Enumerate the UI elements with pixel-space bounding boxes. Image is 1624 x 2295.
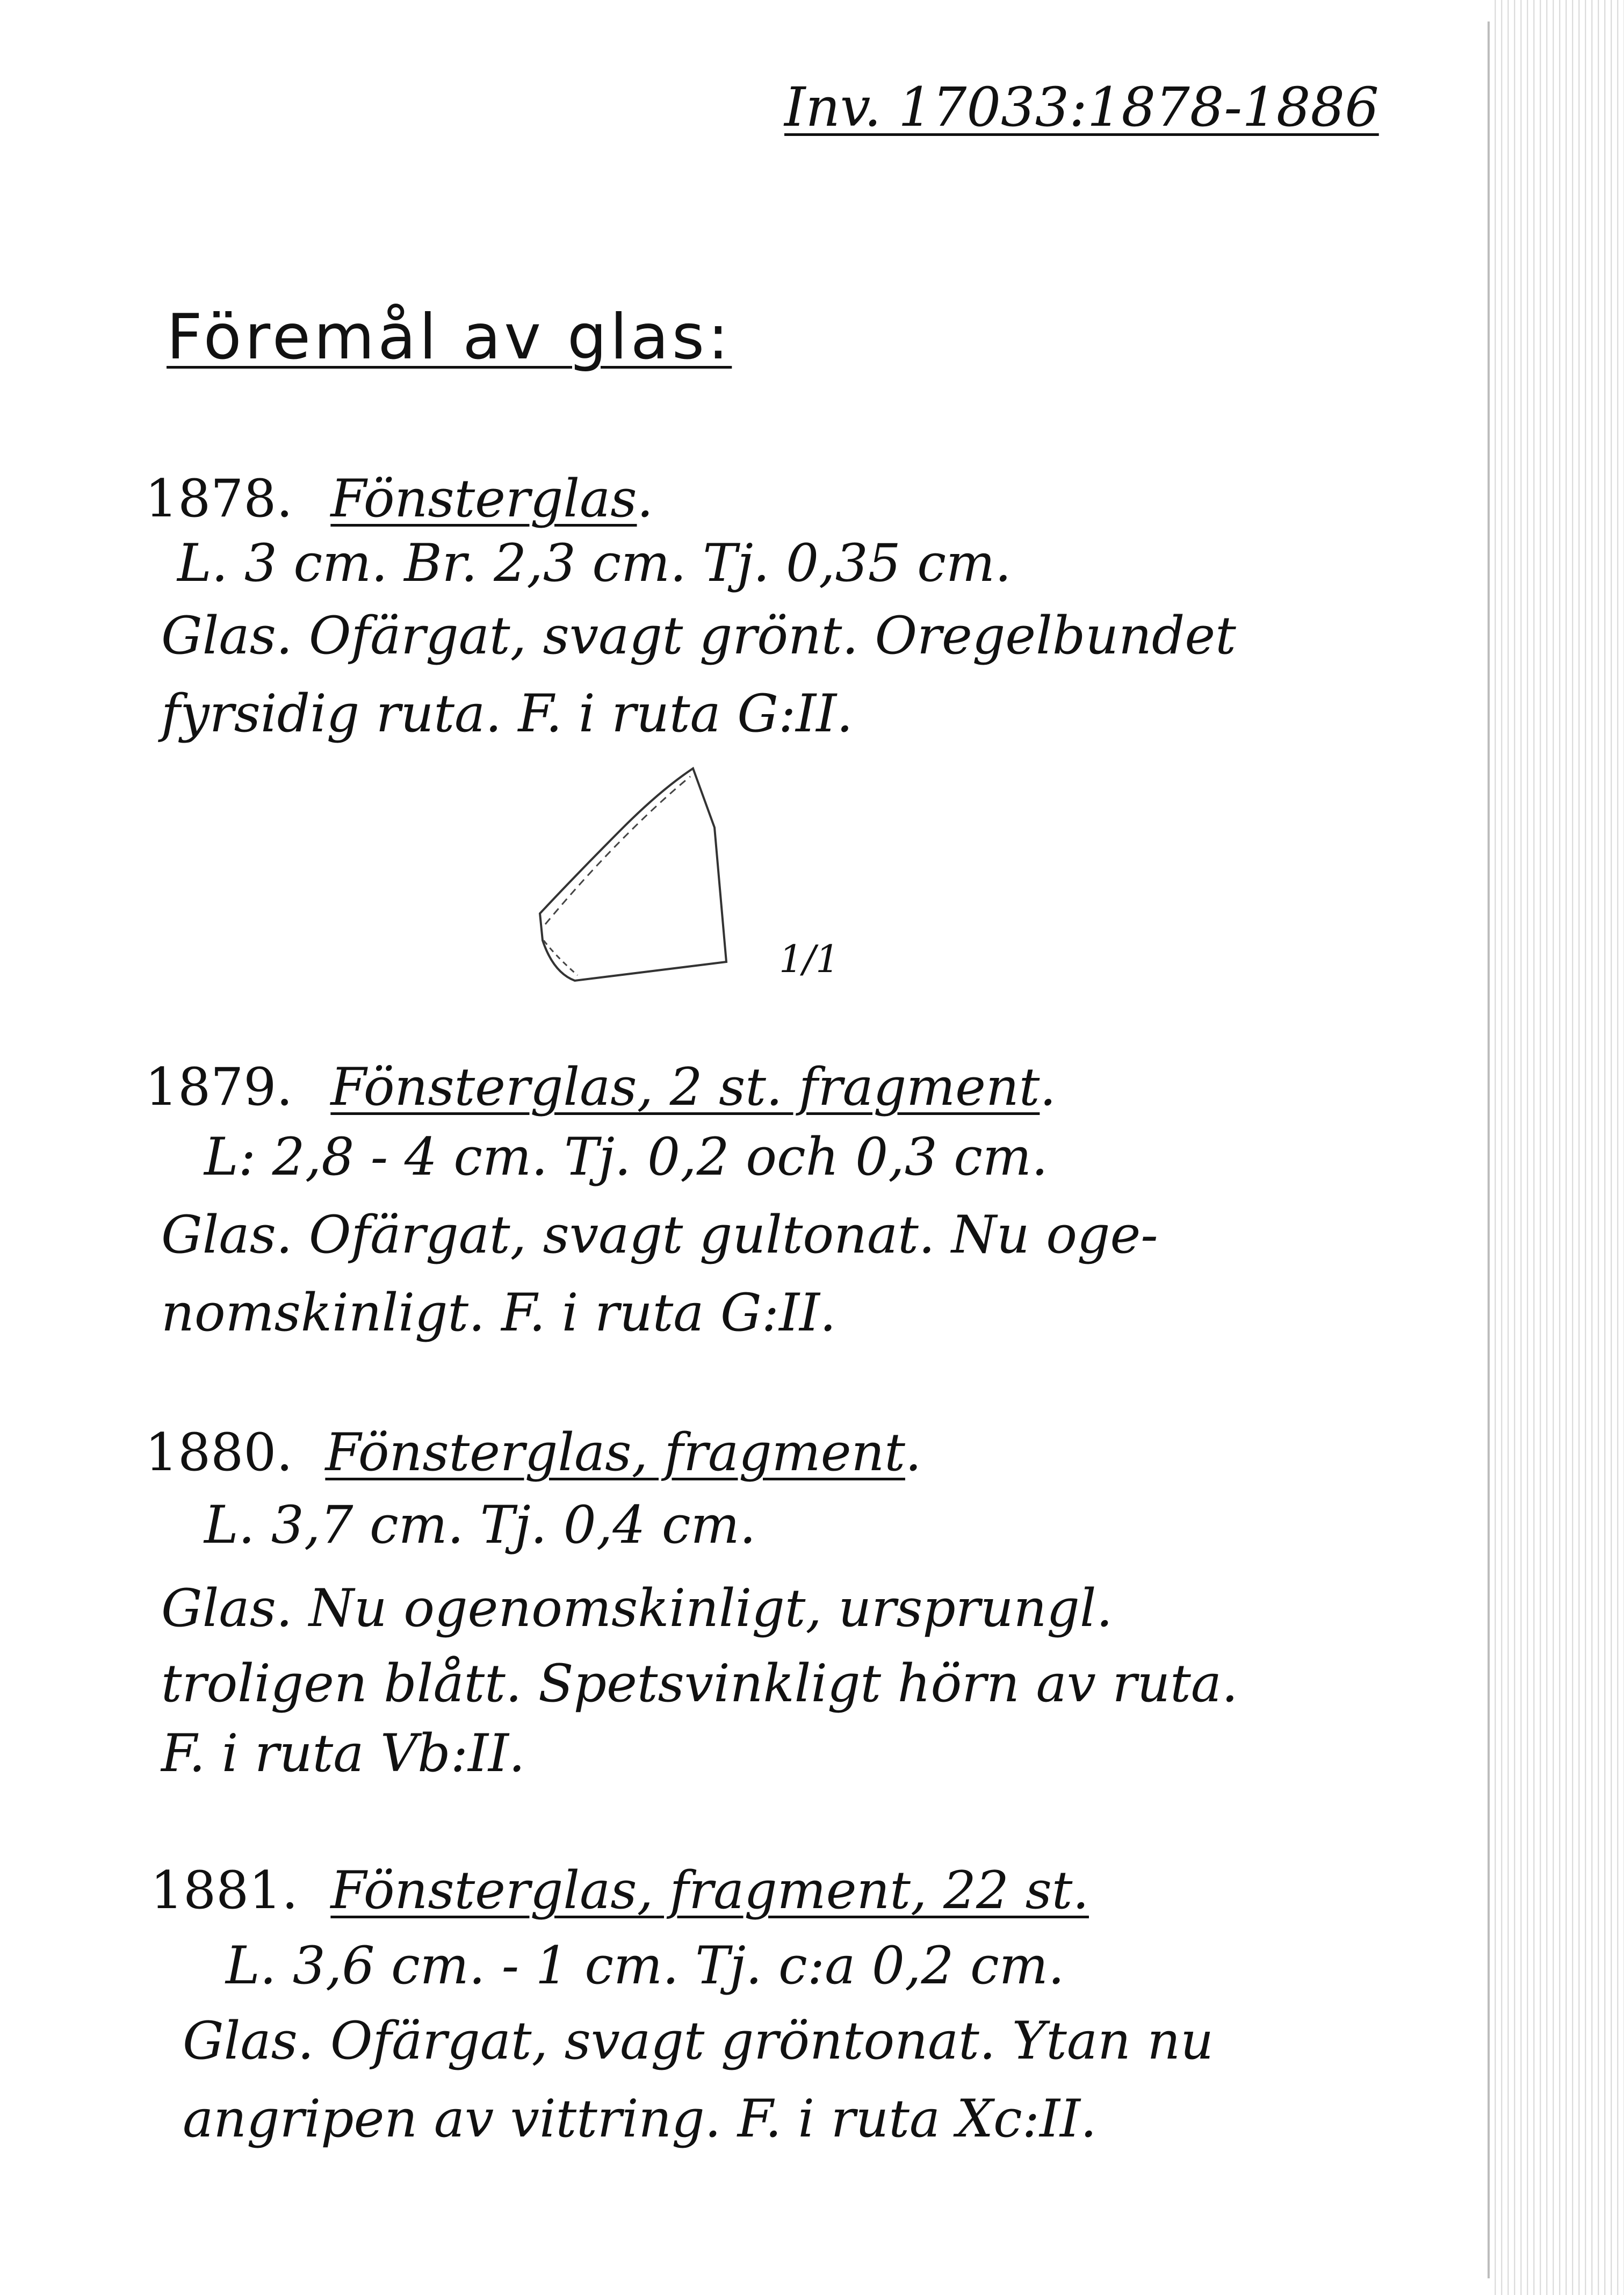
entry-title: Fönsterglas, fragment: [325, 1422, 905, 1483]
fragment-outline: [540, 768, 726, 981]
entry-title: Fönsterglas, 2 st. fragment: [330, 1057, 1040, 1117]
entry-1880-line-1: L. 3,7 cm. Tj. 0,4 cm.: [204, 1495, 756, 1555]
inventory-number: Inv. 17033:1878-1886: [784, 76, 1379, 139]
entry-1879-header: [145, 1057, 1056, 1117]
entry-1881-header: [150, 1860, 1089, 1920]
entry-1878-line-3: fyrsidig ruta. F. i ruta G:II.: [161, 684, 853, 744]
entry-title-suffix: .: [905, 1422, 922, 1483]
entry-1878-line-1: L. 3 cm. Br. 2,3 cm. Tj. 0,35 cm.: [177, 533, 1012, 593]
entry-1880-line-4: F. i ruta Vb:II.: [161, 1723, 525, 1783]
entry-title: Fönsterglas: [330, 469, 637, 529]
entry-title-suffix: .: [637, 469, 654, 529]
document-heading: Föremål av glas:: [167, 301, 732, 373]
entry-title: Fönsterglas, fragment, 22 st.: [330, 1860, 1089, 1920]
entry-number: 1881.: [150, 1860, 298, 1920]
entry-1881-line-2: Glas. Ofärgat, svagt gröntonat. Ytan nu: [183, 2011, 1214, 2071]
entry-number: 1880.: [145, 1422, 293, 1483]
entry-number: 1878.: [145, 469, 293, 529]
entry-title-suffix: .: [1040, 1057, 1056, 1117]
entry-1878-line-2: Glas. Ofärgat, svagt grönt. Oregelbundet: [161, 606, 1236, 666]
entry-1880-header: [145, 1422, 922, 1483]
page-stack-edge: [1490, 0, 1624, 2295]
entry-1879-line-2: Glas. Ofärgat, svagt gultonat. Nu oge-: [161, 1205, 1158, 1265]
page-fold-line: [1488, 21, 1490, 2278]
fragment-corner-hatch: [544, 940, 578, 975]
entry-1881-line-1: L. 3,6 cm. - 1 cm. Tj. c:a 0,2 cm.: [226, 1936, 1065, 1996]
entry-1880-line-3: troligen blått. Spetsvinkligt hörn av ruta.: [161, 1653, 1238, 1714]
entry-number: 1879.: [145, 1057, 293, 1117]
figure-scale-label: 1/1: [779, 937, 840, 981]
fragment-edge-hatch: [545, 776, 690, 924]
entry-1881-line-3: angripen av vittring. F. i ruta Xc:II.: [183, 2089, 1097, 2149]
entry-1878-header: [145, 469, 654, 529]
entry-1879-line-3: nomskinligt. F. i ruta G:II.: [161, 1283, 836, 1343]
entry-1880-line-2: Glas. Nu ogenomskinligt, ursprungl.: [161, 1578, 1113, 1638]
entry-1879-line-1: L: 2,8 - 4 cm. Tj. 0,2 och 0,3 cm.: [204, 1127, 1048, 1187]
